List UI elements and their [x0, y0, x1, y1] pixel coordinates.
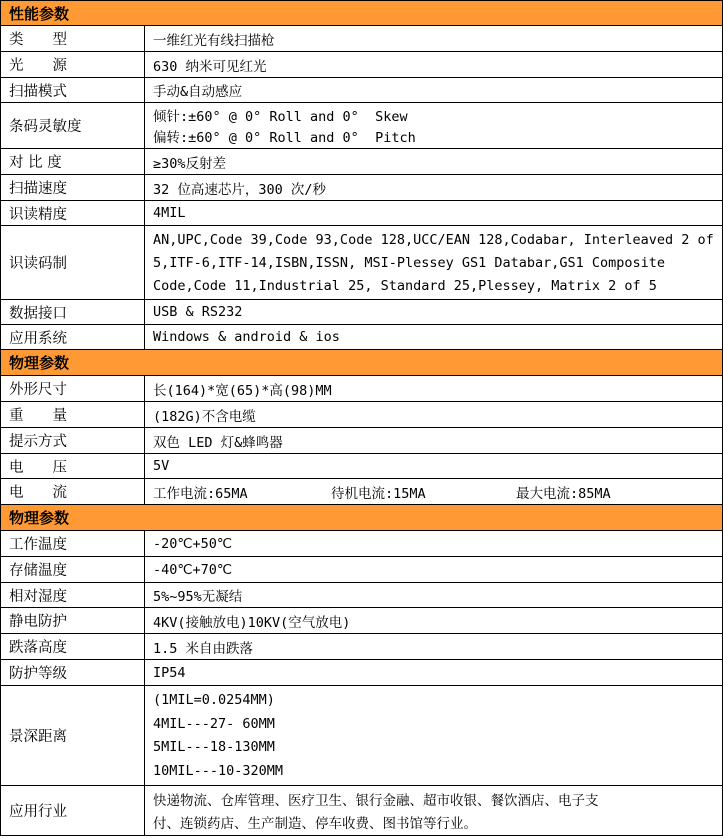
row-value — [145, 402, 722, 427]
value-line: (182G)不含电缆 — [153, 408, 256, 425]
value-line: 付、连锁药店、生产制造、停车收费、图书馆等行业。 — [153, 815, 477, 832]
table-row — [1, 479, 722, 505]
row-label: 存储温度 — [1, 557, 145, 582]
row-label: 数据接口 — [1, 300, 145, 324]
table-row — [1, 428, 722, 454]
row-label: 扫描模式 — [1, 78, 145, 102]
table-row — [1, 26, 722, 52]
table-row — [1, 531, 722, 557]
row-label: 电 流 — [1, 479, 145, 504]
table-row — [1, 78, 722, 103]
row-label: 光 源 — [1, 52, 145, 77]
table-row — [1, 786, 722, 836]
value-line: 10MIL---10-320MM — [153, 763, 284, 780]
row-label: 扫描速度 — [1, 175, 145, 200]
row-value — [145, 226, 722, 299]
section-header: 物理参数 — [1, 505, 722, 531]
table-row — [1, 201, 722, 226]
value-line: 5V — [153, 458, 170, 474]
row-value — [145, 686, 722, 785]
row-label: 外形尺寸 — [1, 376, 145, 401]
table-row — [1, 634, 722, 660]
row-value — [145, 103, 722, 148]
row-value — [145, 325, 722, 349]
section-header: 物理参数 — [1, 350, 722, 376]
value-line: 手动&自动感应 — [153, 84, 243, 100]
table-row — [1, 376, 722, 402]
table-row — [1, 300, 722, 325]
value-line: 1.5 米自由跌落 — [153, 640, 254, 657]
section-header: 性能参数 — [1, 1, 722, 26]
value-line: Code,Code 11,Industrial 25, Standard 25,Plessey, Matrix 2 of 5 — [153, 277, 657, 294]
row-label: 条码灵敏度 — [1, 103, 145, 148]
value-line: 双色 LED 灯&蜂鸣器 — [153, 434, 283, 451]
row-value — [145, 78, 722, 102]
row-label: 识读精度 — [1, 201, 145, 225]
row-value — [145, 300, 722, 324]
row-value — [145, 608, 722, 633]
value-line: 倾针:±60° @ 0° Roll and 0° Skew — [153, 109, 408, 126]
value-line: 4KV(接触放电)10KV(空气放电) — [153, 614, 351, 631]
value-line: 5MIL---18-130MM — [153, 739, 275, 756]
value-line: 5,ITF-6,ITF-14,ISBN,ISSN, MSI-Plessey GS1 Databar,GS1 Composite — [153, 254, 666, 271]
value-line: 一维红光有线扫描枪 — [153, 32, 275, 49]
table-row — [1, 226, 722, 300]
value-line: 630 纳米可见红光 — [153, 58, 267, 75]
row-label: 工作温度 — [1, 531, 145, 556]
value-line: 快递物流、仓库管理、医疗卫生、银行金融、超市收银、餐饮酒店、电子支 — [153, 793, 599, 810]
row-label: 提示方式 — [1, 428, 145, 453]
value-line: 偏转:±60° @ 0° Roll and 0° Pitch — [153, 129, 416, 146]
row-value — [145, 52, 722, 77]
table-row — [1, 325, 722, 350]
table-row — [1, 608, 722, 634]
row-value — [145, 786, 722, 835]
row-value — [145, 149, 722, 174]
table-row — [1, 103, 722, 149]
row-value — [145, 634, 722, 659]
table-row — [1, 454, 722, 479]
table-row — [1, 175, 722, 201]
value-line: -40℃+70℃ — [153, 561, 233, 578]
value-line: USB & RS232 — [153, 304, 243, 320]
value-line: (1MIL=0.0254MM) — [153, 691, 275, 708]
value-line: -20℃+50℃ — [153, 535, 233, 552]
value-line: 5%~95%无凝结 — [153, 589, 243, 605]
table-row — [1, 52, 722, 78]
value-column: 最大电流:85MA — [516, 485, 611, 502]
value-line: 4MIL — [153, 205, 186, 221]
table-row — [1, 660, 722, 686]
value-column: 待机电流:15MA — [331, 485, 426, 502]
row-label: 应用系统 — [1, 325, 145, 349]
row-label: 静电防护 — [1, 608, 145, 633]
row-label: 防护等级 — [1, 660, 145, 685]
row-label: 跌落高度 — [1, 634, 145, 659]
row-value — [145, 660, 722, 685]
value-line: Windows & android & ios — [153, 329, 340, 345]
table-row — [1, 583, 722, 608]
row-value — [145, 175, 722, 200]
row-value — [145, 428, 722, 453]
table-row — [1, 149, 722, 175]
row-label: 电 压 — [1, 454, 145, 478]
value-line: ≥30%反射差 — [153, 155, 227, 172]
row-value — [145, 454, 722, 478]
value-line: 长(164)*宽(65)*高(98)MM — [153, 382, 332, 399]
table-row — [1, 686, 722, 786]
row-label: 重 量 — [1, 402, 145, 427]
row-label: 对 比 度 — [1, 149, 145, 174]
row-label: 应用行业 — [1, 786, 145, 835]
row-value — [145, 557, 722, 582]
value-line: 32 位高速芯片，300 次/秒 — [153, 181, 327, 198]
value-column: 工作电流:65MA — [153, 485, 248, 502]
row-label: 识读码制 — [1, 226, 145, 299]
row-label: 景深距离 — [1, 686, 145, 785]
row-value — [145, 376, 722, 401]
value-line: IP54 — [153, 664, 186, 681]
row-label: 相对湿度 — [1, 583, 145, 607]
row-label: 类 型 — [1, 26, 145, 51]
row-value — [145, 201, 722, 225]
row-value — [145, 26, 722, 51]
value-line: 4MIL---27- 60MM — [153, 715, 275, 732]
table-row — [1, 557, 722, 583]
row-value — [145, 583, 722, 607]
row-value — [145, 531, 722, 556]
table-row — [1, 402, 722, 428]
row-value — [145, 479, 722, 504]
value-line: AN,UPC,Code 39,Code 93,Code 128,UCC/EAN 128,Codabar, Interleaved 2 of — [153, 231, 714, 248]
